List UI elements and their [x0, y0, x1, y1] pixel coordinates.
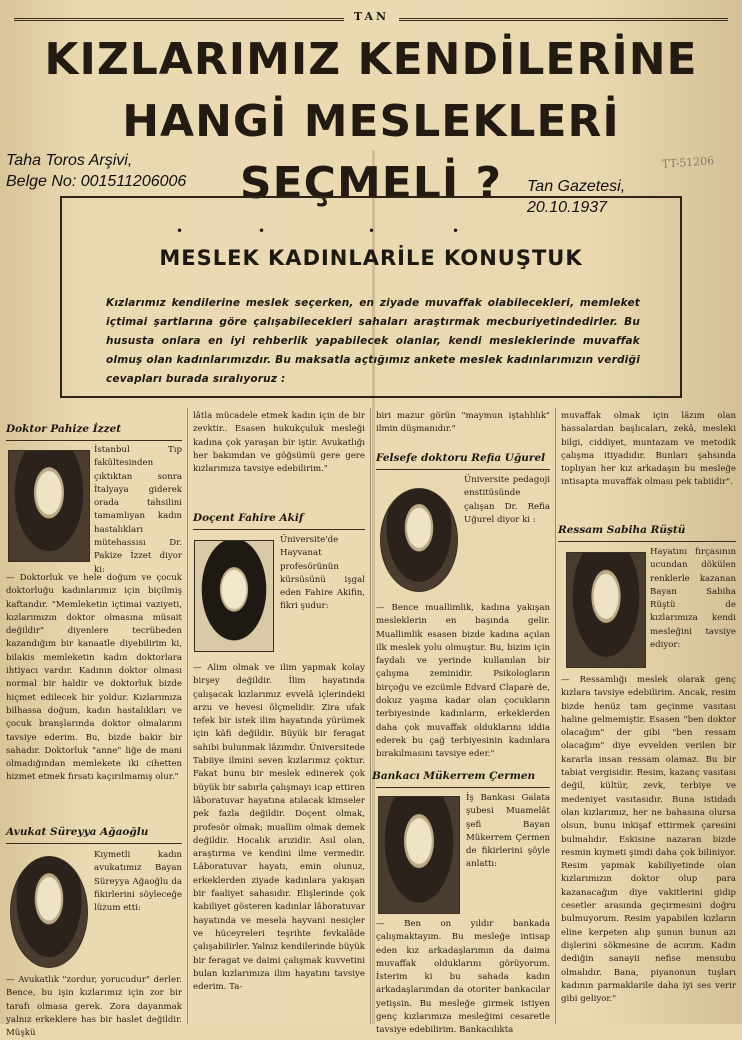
ornament-dot: • — [258, 224, 266, 238]
column-rule — [370, 408, 371, 1024]
portrait-sabiha-rustu — [566, 552, 646, 668]
intro-mukerrem-cermen: İş Bankası Galata şubesi Muamelât şefi Bayan Mükerrem Çermen de fikirlerini şöyle anlattı: — [466, 793, 550, 870]
portrait-mukerrem-cermen — [378, 796, 460, 914]
portrait-sureyya-agaoglu — [10, 856, 88, 968]
body-pahize-izzet: — Doktorluk ve hele doğum ve çocuk doktorluğu kadınlarımız için biçilmiş kaftandır. "Memleketin içtimai vaziyeti, kızlarımızın doktor olmasına müsait değildir" diyenlere tecrübeden kazandığım bir kanaatle diyebilirim ki, bilakis memleketin kadın doktorlara ihtiyacı vardır. Kadının doktor olması normal bir haldir ve doktorluk bizde hiçmet edilecek bir yoldur. Kızlarımıza bilhassa doğum, kadın hastalıkları ve çocuk branşlarında doktor olmalarını tavsiye ederim. Bu, bizde bakir bir sahadır. Doktorluk "anne" liğe de mani olmadığından memlekete iki cihetten hizmet etmek fırsatı kaçırılmamış olur." — [6, 573, 182, 783]
heading-pahize-izzet: Doktor Pahize İzzet — [6, 423, 122, 435]
intro-pahize-izzet: İstanbul Tıp fakültesinden çıktıktan sonra İtalyaya giderek orada tahsilini tamamlıyan kadın hastalıkları mütehassısı Dr. Pakize İzzet diyor ki: — [94, 445, 182, 575]
pencil-note: TT-51206 — [661, 154, 715, 171]
body-sabiha-rustu: — Ressamlığı meslek olarak genç kızlara tavsiye edebilirim. Ancak, resim bizde henüz tam geçinme vasıtası haline gelmemiştir. Esasen "ben doktor olacağım" der gibi "ben ressam olacağım" diye evvelden verilen bir kararla insan ressam olamaz. Bu bir tabiat vergisidir. Resim, kazanç vasıtası değil, kültür, zevk, terbiye ve medeniyet vasıtasıdır. Buna istidadı olan kızlarımız, her ne bahasına olursa olsun, bunu inkişaf ettirmek çaresini bulmalıdır. Eskisine nazaran bizde resmin kıymeti şimdi daha çok biliniyor. Resim yapmak kabiliyetinde olan kızlarımızın doktor olup para kazanacağım diye vakitlerini gidip cesetler arasında geçirmesini doğru bulmuyorum. Resim yapabilen kızların eline kerpeten alıp şunun bunun azı dişlerini sökmesine de acırım. Kadın dediğin sanayii nefise mensubu olmalıdır. Bana, piyanonun tuşları kadının parmaklarile daha iyi ses verir gibi geliyor." — [561, 675, 736, 1005]
column-rule — [555, 408, 556, 1024]
ornament-dot: • — [368, 224, 376, 238]
intro-sabiha-rustu: Hayatını fırçasının ucundan dökülen renklerle kazanan Bayan Sabiha Rüştü de kızlarımıza kendi mesleğini tavsiye ediyor: — [650, 547, 736, 651]
heading-rule — [6, 440, 182, 441]
continuation-mukerrem: muvaffak olmak için lâzım olan hassalardan başlıcaları, zekâ, mesleki bilgi, ciddiyet, muntazam ve metodik çalışma itiyadıdır. Bunları şahsında toplıyan her kız arkadaşın bu mesleğe intisapta muvaffak olması pek tabiidir". — [561, 411, 736, 488]
body-sureyya-agaoglu: — Avukatlık "zordur, yorucudur" derler. Bence, bu işin kızlarımız için zor bir tarafı olmasa gerek. Zora dayanmak yalnız erkeklere has bir haslet değildir. Müşkü — [6, 975, 182, 1039]
ornament-dot: • — [452, 224, 460, 238]
intro-fahire-akif: Üniversite'de Hayvanat profesörünün kürsüsünü işgal eden Fahire Akifin, fikri şudur: — [280, 535, 365, 612]
continuation-sureyya: lâtla mücadele etmek kadın için de bir zevktir.. Esasen hukukçuluk mesleği kadına çok yaraşan bir iştir. Avukatlığı her bakımdan ve göğsümü gere gere kızlarımıza tavsiye edebilirim." — [193, 411, 365, 475]
masthead — [14, 10, 728, 26]
subheadline: MESLEK KADINLARİLE KONUŞTUK — [159, 246, 583, 270]
heading-rule — [193, 529, 365, 530]
heading-refia-ugurel: Felsefe doktoru Refia Uğurel — [376, 452, 546, 464]
body-refia-ugurel: — Bence muallimlik, kadına yakışan mesleklerin en başında gelir. Muallimlik esasen bizde kadına açılan ilk meslek yolu olmuştur. Bu, bizim için faydalı ve yerinde kullanılan bir çalışma zeminidir. Psikologların birçoğu ve ezcümle Edvard Claparè de, dokuz yaşına kadar olan çocukların terbiyesinde kadınların, erkeklerden daha çok muvaffak olduklarını iddia ederek bu çağ terbiyesinin kadınlara bırakılmasını tavsiye eder." — [376, 603, 550, 760]
portrait-refia-ugurel — [380, 488, 458, 592]
lead-paragraph: Kızlarımız kendilerine meslek seçerken, en ziyade muvaffak olabilecekleri, memleket içtimai şartlarına göre çalışabilecekleri sahaları araştırmak mecburiyetindedirler. Bu hususta onlara en iyi rehberlik yapabilecek olanlar, kendi mesleklerinde muvaffak olmuş olan kadınlarımızdır. Bu maksatla açtığımız ankete meslek kadınlarımızın verdiği cevapları burada sıralıyoruz : — [106, 297, 640, 385]
heading-rule — [558, 541, 736, 542]
heading-sureyya-agaoglu: Avukat Süreyya Ağaoğlu — [6, 826, 149, 838]
ornament-dot: • — [176, 224, 184, 238]
intro-sureyya-agaoglu: Kıymetli kadın avukatımız Bayan Süreyya Ağaoğlu da fikirlerini söyleceğe lüzum etti: — [94, 850, 182, 914]
heading-sabiha-rustu: Ressam Sabiha Rüştü — [558, 524, 686, 536]
masthead-name: TAN — [353, 10, 390, 23]
portrait-pahize-izzet — [8, 450, 90, 562]
portrait-fahire-akif — [194, 540, 274, 652]
paper-stamp-line-2: 20.10.1937 — [527, 199, 608, 216]
body-mukerrem-cermen: — Ben on yıldır bankada çalışmaktayım. Bu mesleğe intisap eden kız arkadaşlarımın da daima muvaffak olduklarını görüyorum. İsterim ki bu sahada kadın arkadaşlarımdan da otoriter bankacılar yetişsin. Bu mesleğe girmek istiyen genç kızlarımıza mesleğimi cesaretle tavsiye edebilirim. Bankacılıkta — [376, 919, 550, 1036]
heading-rule — [376, 469, 550, 470]
heading-rule — [376, 787, 550, 788]
paper-stamp-line-1: Tan Gazetesi, — [527, 178, 626, 195]
column-rule — [187, 408, 188, 1024]
intro-refia-ugurel: Üniversite pedagoji enstitüsünde çalışan Dr. Refia Uğurel diyor ki : — [464, 475, 550, 525]
masthead-rule-left — [14, 18, 344, 21]
archive-stamp-line-2: Belge No: 001511206006 — [6, 173, 187, 190]
heading-rule — [6, 843, 182, 844]
heading-fahire-akif: Doçent Fahire Akif — [193, 512, 304, 524]
headline-line-1: KIZLARIMIZ KENDİLERİNE — [44, 34, 698, 85]
headline-line-2: HANGİ MESLEKLERİ — [122, 96, 620, 147]
continuation-fahire: biri mazur görün "maymun iştahlılık" ilmin düşmanıdır." — [376, 411, 550, 435]
archive-stamp-line-1: Taha Toros Arşivi, — [6, 152, 133, 169]
body-fahire-akif: — Alim olmak ve ilim yapmak kolay birşey değildir. İlim hayatında çalışacak kızlarımız evvelâ içlerindeki arzu ve hevesi ölçmelidir. Zira ufak tefek bir istek ilim hayatında yürümek için kâfi değildir. Büyük bir feragat sahibi bulunmak lâzımdır. Üniversitede Tabiiye ilmini seven kızlarımız çoktur. Fakat bunu bir meslek edinerek çok büyük bir sabırla çalışmayı icap ettiren lâboratuvar hayatına atılacak kimseler pek fazla değildir. Doçent olmak, profesör olmak; muallim olmak demek değildir. Hocalık arızidir. Asıl olan, araştırma ve kendini ilme vermedir. Lâboratuvar hayatı, emin olunuz, erkeklerden ziyade kadınlara yakışan bir faaliyet sahasıdır. Elişlerinde çok kabiliyet gösteren kadınlar lâboratuvar hayatında ve mesela hayvani nesiçler ve hüceyreleri teşrihte fevkalâde çalışabilirler. Yalnız kendilerinde büyük bir feragat ve daimi çalışmak kuvvetini bulan kızlarımıza ilim hayatını tavsiye ederim. Ta- — [193, 663, 365, 993]
archive-stamp — [6, 150, 186, 192]
headline-line-3: SEÇMELİ ? — [239, 158, 503, 209]
masthead-rule-right — [399, 18, 728, 21]
heading-mukerrem-cermen: Bankacı Mükerrem Çermen — [372, 770, 536, 782]
